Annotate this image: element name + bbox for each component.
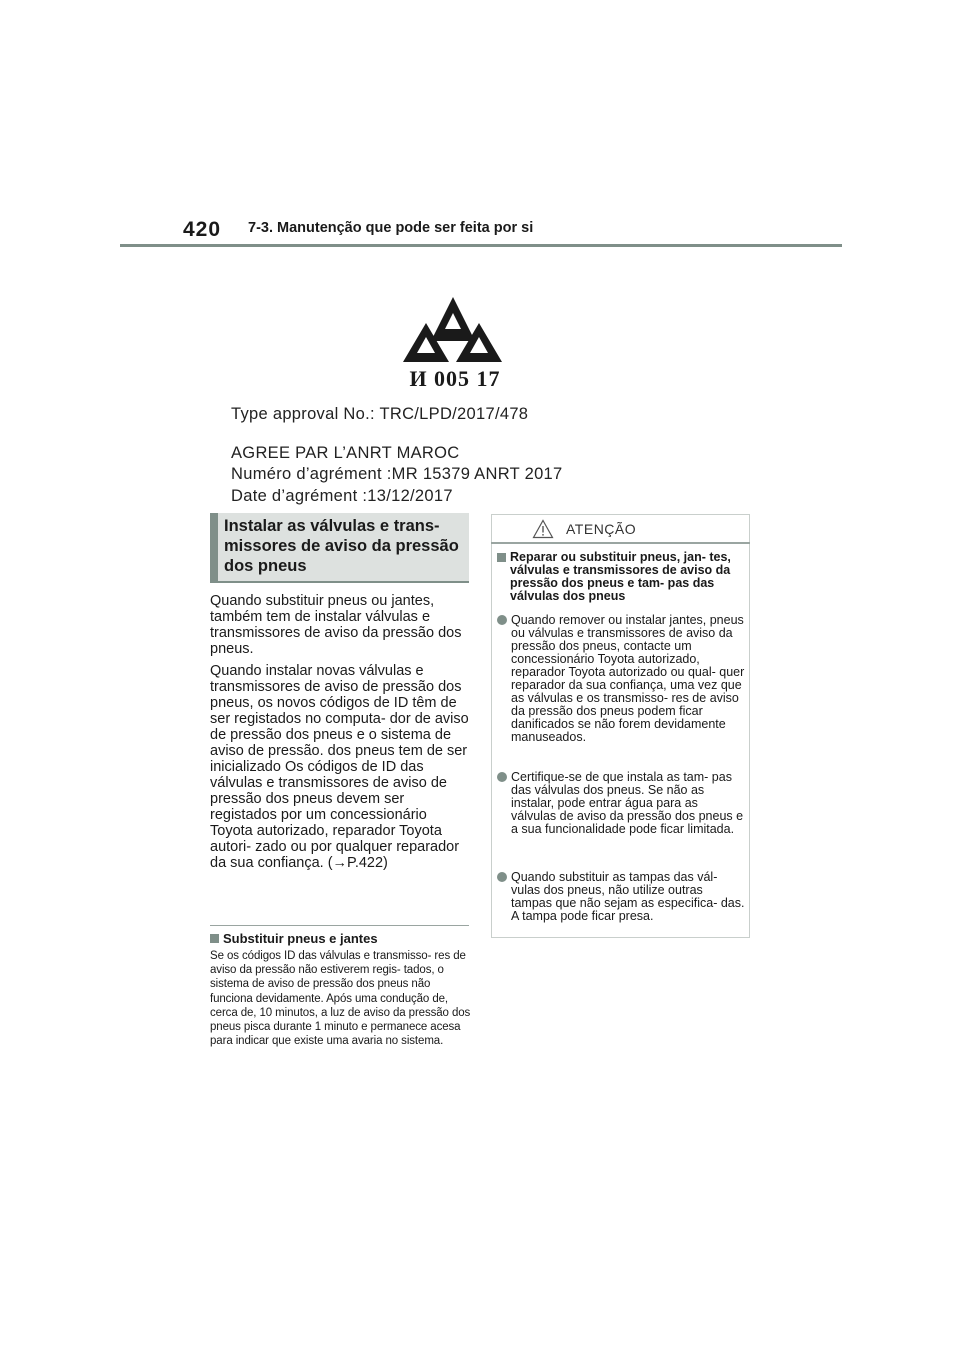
circle-bullet-icon <box>497 615 507 625</box>
agreement-date: Date d’agrément :13/12/2017 <box>231 487 453 505</box>
square-bullet-icon <box>497 553 506 562</box>
note-divider <box>210 925 469 926</box>
approval-code: И 005 17 <box>409 366 501 391</box>
section-title: 7-3. Manutenção que pode ser feita por si <box>248 220 534 236</box>
section-heading-line-3: dos pneus <box>224 557 307 575</box>
section-body <box>210 593 472 877</box>
note-heading-text: Substituir pneus e jantes <box>223 931 378 946</box>
note-body: Se os códigos ID das válvulas e transmisso- res de aviso da pressão não estiverem regis- tados, o sistema de aviso de pressão dos pneus não funciona devidamente. Após uma condução de, cerca de, 10 minutos, a luz de aviso da pressão dos pneus pisca durante 1 minuto e permanece acesa para indicar que existe uma avaria no sistema. <box>210 950 471 1048</box>
agreement-number: Numéro d’agrément :MR 15379 ANRT 2017 <box>231 465 563 483</box>
body-paragraph-1: Quando substituir pneus ou jantes, também tem de instalar válvulas e transmissores de aviso da pressão dos pneus. <box>210 593 462 657</box>
warning-item <box>497 614 745 744</box>
warning-title: ATENÇÃO <box>566 521 637 537</box>
page-number: 420 <box>183 218 222 241</box>
warning-subheading-text: Reparar ou substituir pneus, jan- tes, válvulas e transmissores de aviso da pressão dos pneus e tam- pas das válvulas dos pneus <box>510 550 731 603</box>
section-heading-line-1: Instalar as válvulas e trans- <box>224 517 440 535</box>
warning-item-text: Quando remover ou instalar jantes, pneus ou válvulas e transmissores de aviso da pressão dos pneus, contacte um concessionário Toyota autorizado, reparador Toyota autorizado ou qual- quer reparador da sua confiança, uma vez que as válvulas e os transmisso- res de aviso da pressão dos pneus podem ficar danificados se não forem devidamente manuseados. <box>511 613 745 744</box>
note-heading <box>210 931 378 946</box>
square-bullet-icon <box>210 934 219 943</box>
warning-item-text: Quando substituir as tampas das vál- vulas dos pneus, não utilize outras tampas que não sejam as especifica- das. A tampa pode ficar presa. <box>511 870 745 923</box>
type-approval-number: Type approval No.: TRC/LPD/2017/478 <box>231 405 529 423</box>
circle-bullet-icon <box>497 872 507 882</box>
warning-item <box>497 771 745 836</box>
header-divider <box>120 244 842 247</box>
anrt-agree-line: AGREE PAR L’ANRT MAROC <box>231 444 460 462</box>
section-heading-line-2: missores de aviso da pressão <box>224 537 459 555</box>
circle-bullet-icon <box>497 772 507 782</box>
warning-subheading <box>497 551 745 603</box>
body-paragraph-2: Quando instalar novas válvulas e transmissores de aviso de pressão dos pneus, os novos códigos de ID têm de ser registados no computa- dor de aviso de pressão dos pneus e o sistema de aviso de pressão. dos pneus tem de ser inicializado Os códigos de ID das válvulas e transmissores de aviso de pressão dos pneus devem ser registados por um concessionário Toyota autorizado, reparador Toyota autori- zado ou por qualquer reparador da sua confiança. (→P.422) <box>210 663 469 871</box>
warning-item-text: Certifique-se de que instala as tam- pas das válvulas dos pneus. Se não as instalar, pode entrar água para as válvulas de aviso da pressão dos pneus e a sua funcionalidade pode ficar limitada. <box>511 770 744 836</box>
section-heading <box>210 513 469 583</box>
warning-triangle-icon <box>532 519 554 539</box>
warning-item <box>497 871 745 923</box>
